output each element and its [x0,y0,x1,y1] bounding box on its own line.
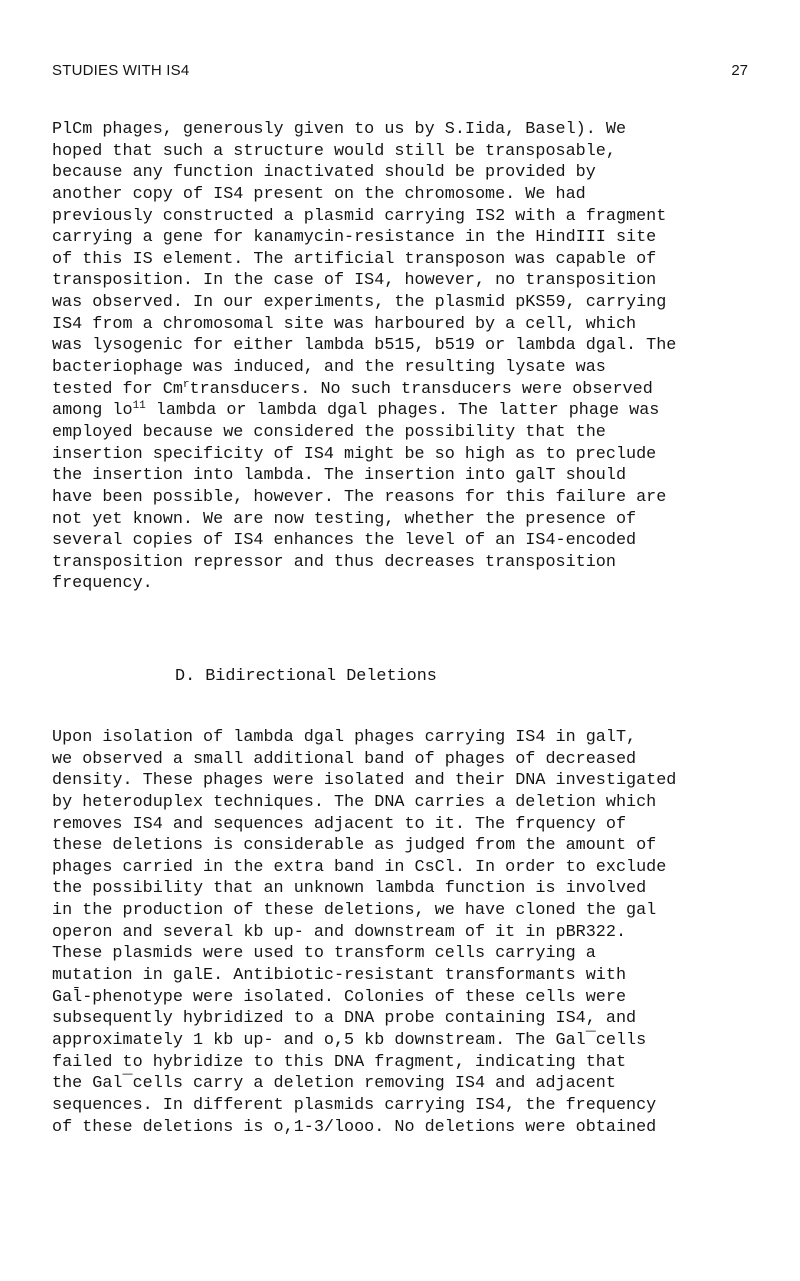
text-line: by heteroduplex techniques. The DNA carries a deletion which [52,792,657,812]
text-line: approximately 1 kb up- and o,5 kb downstream. The Gal¯cells [52,1030,647,1050]
section-heading: D. Bidirectional Deletions [175,667,437,686]
text-line: another copy of IS4 present on the chromosome. We had [52,184,586,204]
text-line: subsequently hybridized to a DNA probe containing IS4, and [52,1009,637,1029]
text-line: the possibility that an unknown lambda function is involved [52,879,647,899]
text-line: phages carried in the extra band in CsCl. In order to exclude [52,857,667,877]
text-line: was lysogenic for either lambda b515, b519 or lambda dgal. The [52,336,677,356]
text-line: sequences. In different plasmids carrying IS4, the frequency [52,1095,657,1115]
text-segment: among lo [52,401,133,421]
text-line-phage-count [52,400,752,422]
paragraph-transposition [52,119,752,595]
text-line: Gal̄-phenotype were isolated. Colonies of these cells were [52,987,627,1007]
text-line: frequency. [52,574,153,594]
text-line: was observed. In our experiments, the plasmid pKS59, carrying [52,293,667,313]
text-line: transposition. In the case of IS4, however, no transposition [52,271,657,291]
text-segment: tested for Cm [52,379,183,399]
text-line: of these deletions is o,1-3/looo. No deletions were obtained [52,1117,657,1137]
text-line: because any function inactivated should be provided by [52,163,596,183]
text-line: removes IS4 and sequences adjacent to it. The frquency of [52,814,627,834]
text-line: hoped that such a structure would still be transposable, [52,141,616,161]
text-line: These plasmids were used to transform cells carrying a [52,944,596,964]
text-line: in the production of these deletions, we have cloned the gal [52,901,657,921]
text-line: of this IS element. The artificial transposon was capable of [52,249,657,269]
text-line: several copies of IS4 enhances the level of an IS4-encoded [52,531,637,551]
text-line-cm-resistance [52,379,752,401]
running-title: STUDIES WITH IS4 [52,62,190,79]
text-line: carrying a gene for kanamycin-resistance in the HindIII site [52,228,657,248]
text-line: the Gal¯cells carry a deletion removing IS4 and adjacent [52,1074,616,1094]
text-segment: lambda or lambda dgal phages. The latter phage was [145,401,660,421]
text-line: these deletions is considerable as judged from the amount of [52,836,657,856]
superscript-exponent: 11 [132,400,146,413]
superscript-r: r [182,378,190,391]
page-number: 27 [731,62,748,79]
text-line: bacteriophage was induced, and the resulting lysate was [52,358,606,378]
text-line: mutation in galE. Antibiotic-resistant transformants with [52,966,627,986]
text-line: have been possible, however. The reasons for this failure are [52,487,667,507]
text-line: IS4 from a chromosomal site was harboured by a cell, which [52,314,637,334]
text-line: transposition repressor and thus decreases transposition [52,552,616,572]
text-segment: transducers. No such transducers were observed [189,379,653,399]
text-line: the insertion into lambda. The insertion into galT should [52,466,627,486]
text-line: insertion specificity of IS4 might be so high as to preclude [52,444,657,464]
text-line: previously constructed a plasmid carrying IS2 with a fragment [52,206,667,226]
text-line: not yet known. We are now testing, whether the presence of [52,509,637,529]
text-line: Upon isolation of lambda dgal phages carrying IS4 in galT, [52,728,637,747]
text-line: failed to hybridize to this DNA fragment, indicating that [52,1052,627,1072]
text-line: density. These phages were isolated and their DNA investigated [52,771,677,791]
text-line: we observed a small additional band of phages of decreased [52,749,637,769]
text-line: operon and several kb up- and downstream of it in pBR322. [52,922,627,942]
text-line: PlCm phages, generously given to us by S.Iida, Basel). We [52,120,627,139]
text-line: employed because we considered the possibility that the [52,422,606,442]
paragraph-deletions [52,727,752,1138]
